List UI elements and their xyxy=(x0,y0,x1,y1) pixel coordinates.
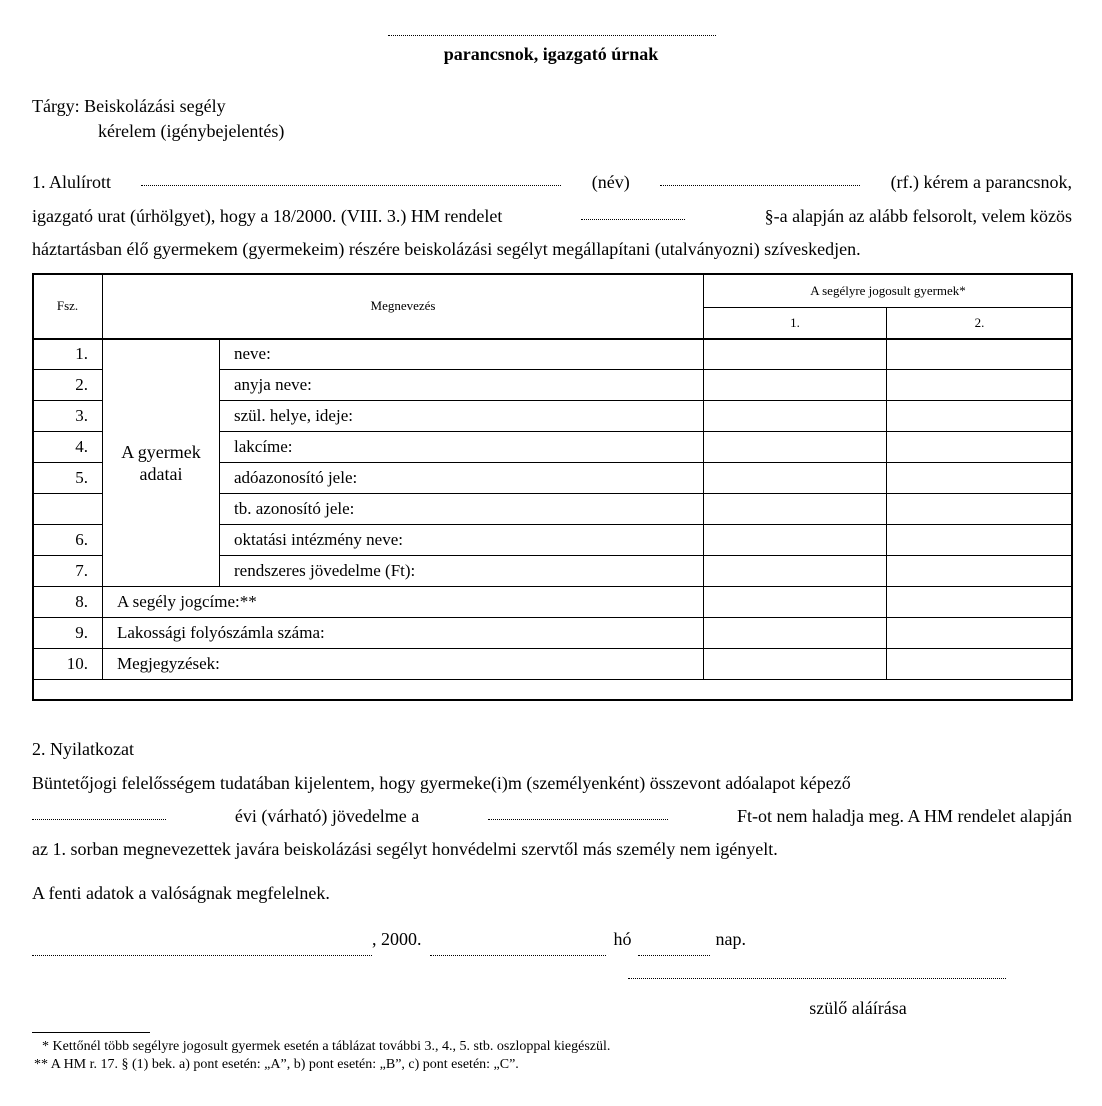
row-number: 3. xyxy=(33,401,103,432)
row-number: 2. xyxy=(33,370,103,401)
row-label: oktatási intézmény neve: xyxy=(220,525,704,556)
table-row xyxy=(33,649,1073,680)
cell-child-1[interactable] xyxy=(704,525,887,556)
cell-child-2[interactable] xyxy=(887,370,1073,401)
header-megnevezes: Megnevezés xyxy=(103,274,704,339)
header-child-2: 2. xyxy=(887,308,1073,339)
row-number: 5. xyxy=(33,463,103,494)
cell-child-1[interactable] xyxy=(704,556,887,587)
cell-child-2[interactable] xyxy=(887,401,1073,432)
addressee-dotted-line xyxy=(388,35,716,37)
cell-child-2[interactable] xyxy=(887,649,1073,680)
rank-field[interactable] xyxy=(660,165,860,186)
cell-child-1[interactable] xyxy=(704,401,887,432)
table-row xyxy=(33,618,1073,649)
cell-child-1[interactable] xyxy=(704,370,887,401)
row-number: 8. xyxy=(33,587,103,618)
section1-line2 xyxy=(32,199,1072,233)
subject-line-1: Tárgy: Beiskolázási segély xyxy=(32,96,226,116)
subject-line-2: kérelem (igénybejelentés) xyxy=(98,121,285,141)
row-label: szül. helye, ideje: xyxy=(220,401,704,432)
row-label: anyja neve: xyxy=(220,370,704,401)
cell-child-1[interactable] xyxy=(704,494,887,525)
section1-undersigned: 1. Alulírott xyxy=(32,172,112,192)
row-number: 1. xyxy=(33,339,103,370)
row-label: Lakossági folyószámla száma: xyxy=(103,618,704,649)
date-month: hó xyxy=(613,929,632,949)
date-line xyxy=(32,922,792,956)
section2-title: 2. Nyilatkozat xyxy=(32,739,134,759)
header-children: A segélyre jogosult gyermek* xyxy=(704,274,1073,308)
row-label: tb. azonosító jele: xyxy=(220,494,704,525)
day-field[interactable] xyxy=(638,935,710,956)
row-label: neve: xyxy=(220,339,704,370)
addressee: parancsnok, igazgató úrnak xyxy=(443,44,659,64)
section1-line3: háztartásban élő gyermekem (gyermekeim) részére beiskolázási segélyt megállapítani (utalványozni) szíveskedjen. xyxy=(32,239,861,259)
row-label: A segély jogcíme:** xyxy=(103,587,704,618)
name-field[interactable] xyxy=(141,165,561,186)
section1-basis-text: §-a alapján az alább felsorolt, velem közös xyxy=(764,206,1072,226)
row-number: 10. xyxy=(33,649,103,680)
section2-limit-text: Ft-ot nem haladja meg. A HM rendelet alapján xyxy=(737,806,1072,826)
cell-child-1[interactable] xyxy=(704,618,887,649)
footnote-2: ** A HM r. 17. § (1) bek. a) pont esetén: „A”, b) pont esetén: „B”, c) pont esetén: „C”. xyxy=(34,1057,519,1072)
cell-child-1[interactable] xyxy=(704,339,887,370)
section1-decree-text: igazgató urat (úrhölgyet), hogy a 18/2000. (VIII. 3.) HM rendelet xyxy=(32,206,503,226)
paragraph-field[interactable] xyxy=(581,199,685,220)
group-label: A gyermek adatai xyxy=(103,339,220,587)
row-number: 6. xyxy=(33,525,103,556)
row-label: adóazonosító jele: xyxy=(220,463,704,494)
cell-child-1[interactable] xyxy=(704,463,887,494)
cell-child-2[interactable] xyxy=(887,463,1073,494)
cell-child-2[interactable] xyxy=(887,432,1073,463)
cell-child-2[interactable] xyxy=(887,525,1073,556)
section2-line2 xyxy=(32,799,1072,833)
confirmation: A fenti adatok a valóságnak megfelelnek. xyxy=(32,883,330,903)
row-label: Megjegyzések: xyxy=(103,649,704,680)
footnote-1: * Kettőnél több segélyre jogosult gyermek esetén a táblázat további 3., 4., 5. stb. oszloppal kiegészül. xyxy=(42,1039,611,1054)
cell-child-1[interactable] xyxy=(704,649,887,680)
table-row xyxy=(33,339,1073,370)
header-fsz: Fsz. xyxy=(33,274,103,339)
cell-child-2[interactable] xyxy=(887,339,1073,370)
cell-child-2[interactable] xyxy=(887,618,1073,649)
row-number: 7. xyxy=(33,556,103,587)
row-label: lakcíme: xyxy=(220,432,704,463)
section2-income-text: évi (várható) jövedelme a xyxy=(234,806,420,826)
table-row xyxy=(33,587,1073,618)
row-number: 9. xyxy=(33,618,103,649)
amount-field[interactable] xyxy=(488,799,668,820)
row-number xyxy=(33,494,103,525)
header-child-1: 1. xyxy=(704,308,887,339)
section2-line3: az 1. sorban megnevezettek javára beiskolázási segélyt honvédelmi szervtől más személy nem igényelt. xyxy=(32,839,778,859)
section1-name-label: (név) xyxy=(591,172,630,192)
cell-child-2[interactable] xyxy=(887,494,1073,525)
section1-rank-text: (rf.) kérem a parancsnok, xyxy=(890,172,1072,192)
signature-line[interactable] xyxy=(628,978,1006,979)
date-day: nap. xyxy=(715,929,746,949)
cell-child-1[interactable] xyxy=(704,432,887,463)
section1-line1 xyxy=(32,165,1072,199)
row-number: 4. xyxy=(33,432,103,463)
year-field[interactable] xyxy=(32,799,166,820)
cell-child-2[interactable] xyxy=(887,556,1073,587)
cell-child-2[interactable] xyxy=(887,587,1073,618)
signature-label: szülő aláírása xyxy=(809,998,907,1018)
section2-line1: Büntetőjogi felelősségem tudatában kijelentem, hogy gyermeke(i)m (személyenként) összevont adóalapot képező xyxy=(32,773,851,793)
date-year: , 2000. xyxy=(372,929,422,949)
row-label: rendszeres jövedelme (Ft): xyxy=(220,556,704,587)
footnote-divider xyxy=(32,1032,150,1034)
place-field[interactable] xyxy=(32,935,372,956)
cell-child-1[interactable] xyxy=(704,587,887,618)
data-table xyxy=(32,273,1073,680)
month-field[interactable] xyxy=(430,935,606,956)
